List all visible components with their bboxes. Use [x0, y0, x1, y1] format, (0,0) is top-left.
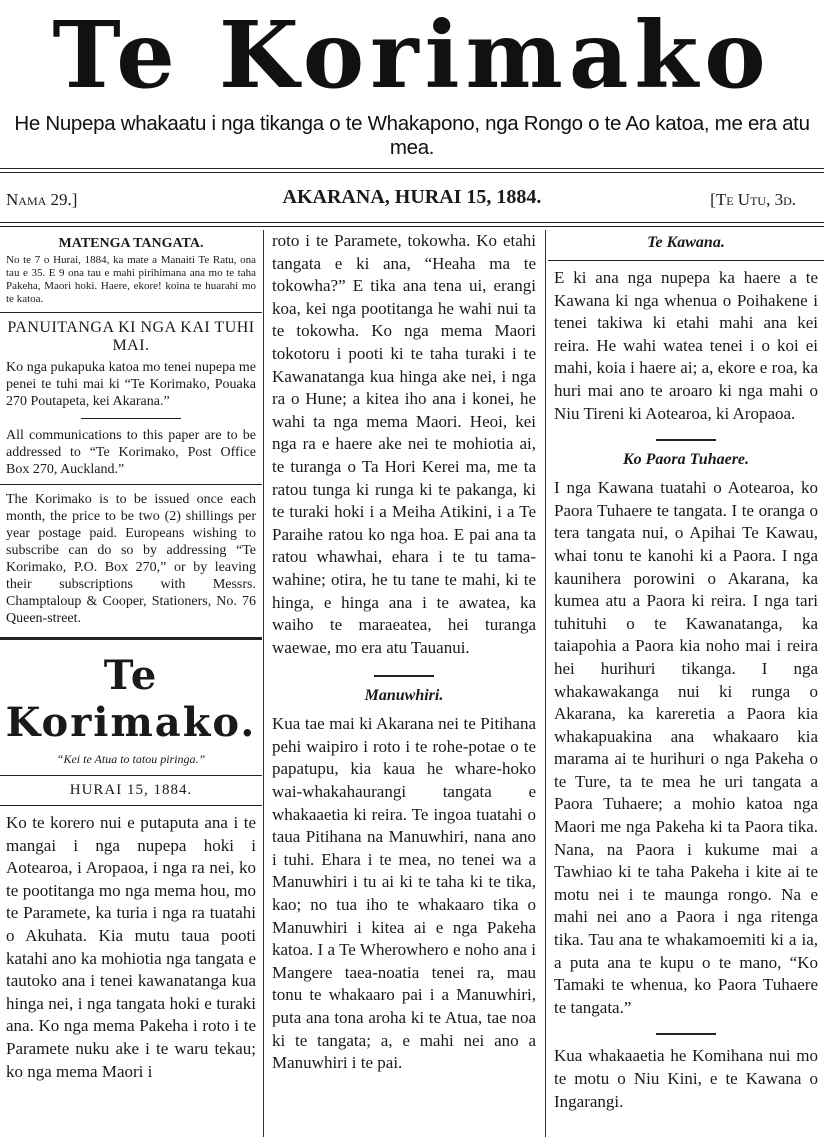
- divider: [0, 312, 262, 313]
- komihana-text: Kua whakaaetia he Komihana nui mo te motu o Niu Kini, e te Kawana o Ingarangi.: [554, 1046, 818, 1111]
- motto: “Kei te Atua to tatou piringa.”: [56, 752, 206, 766]
- header-rule-bottom-2: [0, 226, 824, 227]
- manuwhiri-heading: Manuwhiri.: [364, 687, 444, 705]
- dateline: [0, 184, 824, 216]
- kawana-text: E ki ana nga nupepa ka haere a te Kawana ki nga whenua o Poihakene i tenei takiwa ki etahi mahi ana kei reira. He wahi watea tenei i o koi ei mahi, koia i haere ai; a, ekore e roa, ka huri mai ano te aroaro ki nga mahi o Niu Tireni ki Aotearoa, ki Aropaoa.: [554, 268, 818, 423]
- kawana-heading: Te Kawana.: [647, 234, 725, 251]
- divider: [0, 775, 262, 776]
- editorial-continuation: roto i te Paramete, tokowha. Ko etahi tangata e ki ana, “Heaha ma te tokowha?” E tika ana tena ui, erangi koa, kei nga pootitanga he wahi nui ta te tokowha. Ko nga mema Maori tokotoru i pooti ki te taha turaki i te Kawanatanga kua hinga ake nei, i nga ra o Hune; a kitea iho ana i konei, he wahi ta nga mema Maori. Heoi, kei nga ra e haere ake nei te mohiotia ai, te turanga o Ta Hori Kerei ma, me ta ratou tunga ki runga ki te pakanga, ki te turaki hoki i a Meiha Atikini, i a Te Paraihe ratou ko nga hoa. E pai ana ta ratou whawhai, ehara i te tu tama-wahine; otira, he tu tane te mahi, ki te hinga, e hinga ana i te awatea, ka waiho te maraeatea, hei turanga waewae, mo era atu Tauanui.: [272, 231, 536, 657]
- thick-divider: [0, 637, 262, 640]
- death-notice-heading: MATENGA TANGATA.: [58, 236, 204, 251]
- column-2: [266, 230, 542, 1137]
- header-rule-top: [0, 168, 824, 169]
- editorial-masthead: Te Korimako.: [5, 652, 257, 746]
- header-rule-top-2: [0, 172, 824, 173]
- header-rule-bottom: [0, 222, 824, 223]
- english-notice-subscription: The Korimako is to be issued once each month, the price to be two (2) shillings per year postage paid. Europeans wishing to subscribe can do so by addressing “Te Korimako, P.O. Box 270,” or by leaving their subscriptions with Messrs. Champtaloup & Cooper, Stationers, No. 76 Queen-street.: [6, 492, 256, 626]
- divider: [548, 260, 824, 261]
- divider: [0, 805, 262, 806]
- place-date: AKARANA, HURAI 15, 1884.: [282, 186, 542, 208]
- column-3: [548, 230, 824, 1137]
- notice-text: Ko nga pukapuka katoa mo tenei nupepa me penei te tuhi mai ki “Te Korimako, Pouaka 270 Poutapeta, kei Akarana.”: [6, 360, 256, 409]
- notice-heading: PANUITANGA KI NGA KAI TUHI MAI.: [7, 319, 255, 354]
- issue-number: Nama 29.]: [6, 190, 78, 209]
- column-1: [0, 230, 262, 1137]
- editorial-date: HURAI 15, 1884.: [69, 782, 193, 798]
- short-divider: [656, 439, 716, 441]
- death-notice-text: No te 7 o Hurai, 1884, ka mate a Manaiti Te Ratu, ona tau e 35. E 9 ona tau e mahi pirihimana ana mo te taha Pakeha, Maori hoki. Haere, ekore! koina te huarahi mo te katoa.: [6, 254, 256, 305]
- short-divider: [374, 675, 434, 677]
- masthead-title: Te Korimako: [52, 1, 772, 109]
- paora-heading: Ko Paora Tuhaere.: [622, 451, 750, 469]
- english-notice-address: All communications to this paper are to be addressed to “Te Korimako, Post Office Box 270, Auckland.”: [6, 428, 256, 477]
- issue-price: [Te Utu, 3d.: [710, 190, 796, 209]
- short-divider: [656, 1033, 716, 1035]
- editorial-text: Ko te korero nui e putaputa ana i te mangai i nga nupepa hoki i Aotearoa, i Aropaoa, i nga ra nei, ko te pootitanga mo nga mema hou, mo te Paramete, ka turia i nga ra tuatahi o Akuhata. Kia mutu taua pooti katahi ano ka mohiotia nga tangata e tautoko ana i tenei kawanatanga kua hinga nei, i nga tangata hoki e turaki ana. Ko nga mema Pakeha i roto i te Paramete nuku ake i te waru tekau; ko nga mema Maori i: [6, 813, 256, 1081]
- manuwhiri-text: Kua tae mai ki Akarana nei te Pitihana pehi waipiro i roto i te rohe-potae o te papatupu, kia kaua he whare-hoko wai-whakahaurangi tangata e whakaaetia ki reira. Te ingoa tuatahi o taua Pitihana na Manuwhiri, nana ano i tuhi. Ehara i te mea, no tenei wa a Manuwhiri i tu ai ki te taha ki te tika, kao; no tua iho te whakaaro tika o Manuwhiri i kitea ai e nga Pakeha katoa. I a Te Wherowhero e noho ana i Mangere taea-noatia tenei ra, mau tonu te whakaaro pai i a Manuwhiri, puta ana tona aroha ki te Atua, tae noa ki te tangata; a, e mahi nei ano a Manuwhiri i te pai.: [272, 714, 536, 1073]
- paora-text: I nga Kawana tuatahi o Aotearoa, ko Paora Tuhaere te tangata. I te oranga o tera tangata nui, o Apihai Te Kawau, whai tonu te kanohi ki a Paora. I nga kaunihera porowini o Akarana, ka kumea atu a Paora ki reira. I nga tari tuhituhi o te Kawanatanga, ka taiapohia a Paora kia noho mai i reira hei hurihuri tikanga. I nga whakawakanga nui ki runga o Akarana, ka kareretia a Paora kia whakapuakina ana whakaaro kia marama ai te hurihuri o nga Pakeha o te Ture, ta te mea he uri tangata a Paora Tuhaere; a mohio katoa nga Maori me nga Pakeha ki ta Paora tika. Nana, na Paora i kukume mai a Tawhiao ki te taha Pakeha i kite ai te motu nei i te maunga rongo. Na e mahi nei ano a Paora i nga ritenga tika. Tau ana te whakamoemiti ki a ia, a puta ana te kupu o te mano, “Ko Tamaki te whenua, ko Paora Tuhaere te tangata.”: [554, 478, 818, 1017]
- divider: [0, 484, 262, 485]
- short-divider: [81, 418, 181, 419]
- masthead-subtitle: He Nupepa whakaatu i nga tikanga o te Whakapono, nga Rongo o te Ao katoa, me era atu mea.: [14, 112, 810, 159]
- column-divider-2: [545, 230, 546, 1137]
- column-divider-1: [263, 230, 264, 1137]
